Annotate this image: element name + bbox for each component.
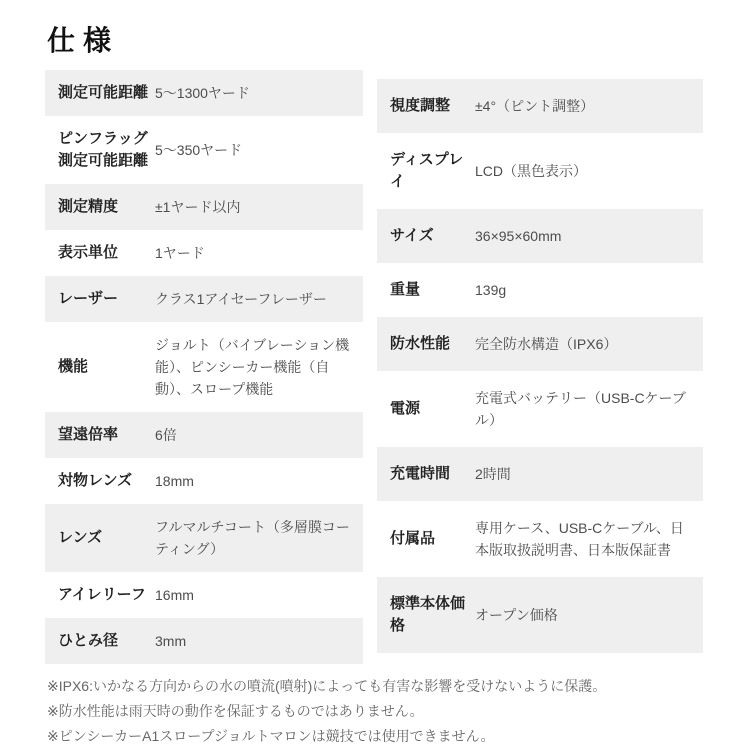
footnote: ※ピンシーカーA1スロープジョルトマロンは競技では使用できません。 [47, 728, 495, 744]
spec-row [45, 412, 363, 458]
spec-value: ±1ヤード以内 [155, 199, 241, 215]
spec-row [45, 572, 363, 618]
spec-row [377, 501, 703, 577]
spec-value: 18mm [155, 473, 194, 489]
footnote: ※防水性能は雨天時の動作を保証するものではありません。 [47, 703, 424, 719]
footnotes [45, 674, 705, 749]
spec-value: 5〜1300ヤード [155, 85, 250, 101]
spec-row [45, 230, 363, 276]
spec-row [377, 447, 703, 501]
spec-label: 機能 [58, 358, 89, 375]
spec-row [377, 209, 703, 263]
spec-label: 充電時間 [390, 465, 451, 482]
spec-label: 防水性能 [390, 335, 451, 352]
spec-row [377, 133, 703, 209]
spec-value: クラス1アイセーフレーザー [155, 291, 327, 307]
spec-label: アイレリーフ [58, 586, 146, 603]
spec-value: 6倍 [155, 427, 177, 443]
spec-label: 表示単位 [58, 244, 119, 261]
spec-label: レーザー [58, 290, 119, 307]
spec-value: ±4°（ピント調整） [475, 98, 595, 114]
spec-value: LCD（黒色表示） [475, 163, 588, 179]
spec-value: 36×95×60mm [475, 228, 562, 244]
page-title: 仕様 [47, 25, 120, 56]
spec-value: 専用ケース、USB-Cケーブル、日本版取扱説明書、日本版保証書 [475, 520, 684, 558]
spec-row [377, 317, 703, 371]
spec-row [45, 504, 363, 572]
footnote: ※IPX6:いかなる方向からの水の噴流(噴射)によっても有害な影響を受けないように保護。 [47, 678, 607, 694]
spec-label: 視度調整 [390, 97, 451, 114]
spec-label: 測定精度 [58, 198, 119, 215]
spec-label: 標準本体価格 [390, 595, 466, 634]
spec-value: 5〜350ヤード [155, 142, 243, 158]
spec-row [45, 618, 363, 664]
spec-row [45, 322, 363, 412]
spec-value: 充電式バッテリー（USB-Cケーブル） [475, 390, 686, 428]
spec-label: レンズ [58, 529, 103, 546]
spec-value: 2時間 [475, 466, 511, 482]
spec-row [377, 577, 703, 653]
spec-value: フルマルチコート（多層膜コーティング） [155, 519, 350, 557]
spec-value: ジョルト（バイブレーション機能）、ピンシーカー機能（自動）、スロープ機能 [155, 337, 350, 397]
spec-label: サイズ [390, 227, 434, 244]
spec-row [377, 263, 703, 317]
spec-label: 望遠倍率 [58, 426, 119, 443]
spec-value: 139g [475, 282, 507, 298]
spec-table-right [377, 79, 703, 653]
spec-row [45, 276, 363, 322]
spec-row [377, 79, 703, 133]
spec-value: 16mm [155, 587, 194, 603]
spec-row [45, 184, 363, 230]
spec-value: オープン価格 [475, 607, 558, 623]
spec-label: ピンフラッグ測定可能距離 [58, 130, 149, 169]
spec-label: 対物レンズ [58, 472, 133, 489]
spec-label: 付属品 [390, 530, 436, 547]
spec-row [45, 116, 363, 184]
spec-row [45, 458, 363, 504]
spec-label: ひとみ径 [58, 632, 119, 649]
spec-columns [45, 70, 705, 664]
spec-label: 電源 [390, 400, 421, 417]
spec-label: ディスプレイ [390, 151, 464, 190]
spec-row [45, 70, 363, 116]
spec-row [377, 371, 703, 447]
spec-value: 完全防水構造（IPX6） [475, 336, 618, 352]
spec-value: 3mm [155, 633, 187, 649]
spec-value: 1ヤード [155, 245, 205, 261]
spec-label: 測定可能距離 [58, 84, 149, 101]
spec-label: 重量 [390, 281, 421, 298]
spec-table-left [45, 70, 363, 664]
